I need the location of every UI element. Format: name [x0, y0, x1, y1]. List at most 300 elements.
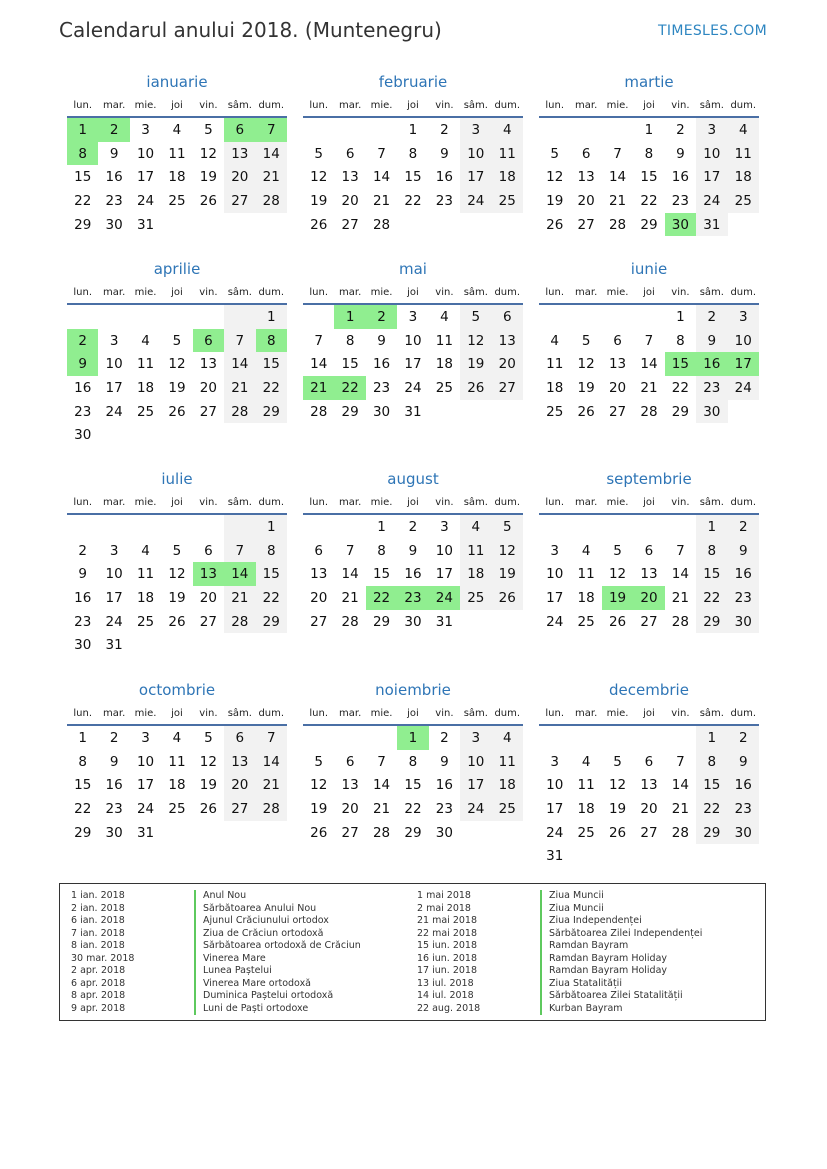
- holiday-name: Sărbătoarea Anului Nou: [194, 903, 316, 916]
- day-cell: 6: [492, 305, 523, 329]
- weekday-label: sâm.: [699, 99, 724, 111]
- holiday-date: 30 mar. 2018: [71, 952, 135, 964]
- day-cell: 7: [224, 329, 255, 353]
- day-cell: 27: [640, 824, 658, 841]
- day-cell: 7: [377, 753, 386, 770]
- day-cell: 5: [550, 145, 559, 162]
- day-cell: 2: [408, 518, 418, 535]
- day-cell: 23: [435, 192, 453, 209]
- day-cell: 17: [435, 566, 453, 583]
- day-cell: 24: [546, 613, 564, 630]
- holiday-day-cell: 6: [224, 118, 255, 142]
- empty-cell: [130, 515, 161, 539]
- day-cell: 29: [341, 403, 359, 420]
- day-cell: 12: [199, 753, 217, 770]
- day-cell: 13: [640, 777, 658, 794]
- holiday-day-cell: 20: [633, 586, 664, 610]
- legend-row: [71, 953, 361, 966]
- empty-cell: [602, 515, 633, 539]
- day-cell: 4: [460, 515, 491, 539]
- day-cell: 29: [696, 610, 727, 634]
- day-cell: 5: [613, 753, 622, 770]
- day-cell: 9: [676, 145, 685, 162]
- day-cell: 23: [105, 800, 123, 817]
- day-cell: 22: [404, 800, 422, 817]
- day-cell: 22: [404, 192, 422, 209]
- day-cell: 13: [224, 750, 255, 774]
- day-cell: 19: [168, 379, 186, 396]
- holiday-day-cell: 2: [67, 329, 98, 353]
- legend-row: [71, 978, 361, 991]
- weekday-label: mar.: [575, 99, 598, 111]
- legend-row: [71, 1003, 361, 1016]
- empty-cell: [633, 726, 664, 750]
- weekday-label: mar.: [575, 496, 598, 508]
- day-cell: 8: [676, 332, 685, 349]
- day-cell: 17: [696, 165, 727, 189]
- weekday-label: joi: [407, 286, 419, 298]
- empty-cell: [334, 515, 365, 539]
- day-cell: 26: [608, 613, 627, 630]
- month-name: iunie: [630, 260, 668, 278]
- month-ianuarie: [67, 72, 287, 236]
- day-cell: 17: [460, 773, 491, 797]
- day-cell: 24: [460, 797, 491, 821]
- weekday-label: joi: [407, 496, 419, 508]
- day-cell: 2: [78, 542, 87, 559]
- day-cell: 31: [404, 403, 422, 420]
- day-cell: 30: [105, 216, 123, 233]
- day-cell: 18: [460, 562, 491, 586]
- empty-cell: [633, 515, 664, 539]
- holiday-date: 8 ian. 2018: [71, 940, 125, 951]
- day-grid: [539, 305, 759, 423]
- day-cell: 29: [372, 613, 391, 630]
- empty-cell: [98, 305, 129, 329]
- weekday-label: joi: [643, 99, 655, 111]
- day-cell: 21: [671, 800, 689, 817]
- weekday-label: sâm.: [463, 99, 488, 111]
- day-cell: 5: [172, 542, 182, 559]
- weekday-label: mie.: [370, 99, 393, 111]
- day-cell: 8: [696, 750, 727, 774]
- empty-cell: [130, 305, 161, 329]
- weekday-label: vin.: [671, 286, 690, 298]
- day-cell: 17: [136, 169, 155, 186]
- day-cell: 9: [728, 539, 759, 563]
- day-cell: 9: [408, 542, 418, 559]
- day-cell: 24: [728, 376, 759, 400]
- day-cell: 1: [408, 121, 418, 138]
- day-cell: 6: [644, 542, 654, 559]
- day-cell: 28: [608, 216, 627, 233]
- day-cell: 11: [492, 142, 523, 166]
- day-cell: 25: [435, 379, 453, 396]
- day-cell: 6: [314, 542, 323, 559]
- day-cell: 18: [168, 169, 186, 186]
- legend-row: [417, 1003, 702, 1016]
- day-cell: 11: [168, 145, 186, 162]
- day-cell: 11: [460, 539, 491, 563]
- weekday-label: mie.: [134, 286, 157, 298]
- weekday-label: dum.: [494, 99, 521, 111]
- day-cell: 22: [696, 586, 727, 610]
- day-cell: 12: [310, 777, 328, 794]
- day-cell: 19: [199, 777, 217, 794]
- weekday-label: dum.: [730, 707, 757, 719]
- holiday-day-cell: 8: [67, 142, 98, 166]
- day-cell: 18: [136, 379, 155, 396]
- day-cell: 15: [256, 562, 287, 586]
- day-cell: 9: [728, 750, 759, 774]
- day-cell: 8: [408, 753, 418, 770]
- day-cell: 13: [341, 777, 359, 794]
- day-cell: 5: [204, 729, 213, 746]
- weekday-label: mar.: [575, 286, 598, 298]
- day-cell: 31: [546, 848, 564, 865]
- month-octombrie: [67, 680, 287, 844]
- holiday-date: 1 mai 2018: [417, 890, 471, 901]
- day-cell: 29: [671, 403, 689, 420]
- day-cell: 20: [199, 379, 217, 396]
- day-cell: 16: [728, 562, 759, 586]
- day-cell: 23: [728, 797, 759, 821]
- day-cell: 31: [136, 824, 155, 841]
- day-cell: 2: [440, 729, 449, 746]
- day-cell: 15: [696, 562, 727, 586]
- day-cell: 25: [460, 586, 491, 610]
- month-name: aprilie: [153, 260, 201, 278]
- weekday-label: mie.: [606, 99, 629, 111]
- holiday-day-cell: 22: [366, 586, 397, 610]
- day-cell: 28: [224, 400, 255, 424]
- day-cell: 7: [314, 332, 323, 349]
- day-cell: 18: [492, 165, 523, 189]
- day-cell: 4: [172, 121, 182, 138]
- empty-cell: [67, 515, 98, 539]
- day-cell: 21: [671, 589, 689, 606]
- day-cell: 7: [676, 753, 685, 770]
- weekday-label: joi: [407, 707, 419, 719]
- day-cell: 28: [372, 824, 391, 841]
- day-cell: 10: [105, 356, 123, 373]
- day-cell: 4: [440, 308, 449, 325]
- day-cell: 3: [141, 121, 150, 138]
- weekday-label: lun.: [309, 496, 329, 508]
- day-cell: 18: [728, 165, 759, 189]
- day-cell: 8: [408, 145, 418, 162]
- holiday-name: Ramdan Bayram Holiday: [540, 953, 667, 966]
- holiday-day-cell: 15: [665, 352, 696, 376]
- weekday-header: [67, 281, 287, 305]
- holiday-day-cell: 22: [334, 376, 365, 400]
- day-cell: 6: [345, 145, 355, 162]
- day-cell: 1: [696, 726, 727, 750]
- day-cell: 12: [577, 356, 595, 373]
- holiday-date: 6 apr. 2018: [71, 977, 126, 989]
- day-cell: 28: [640, 403, 658, 420]
- day-cell: 13: [608, 356, 627, 373]
- day-cell: 12: [168, 356, 186, 373]
- day-cell: 9: [696, 329, 727, 353]
- empty-cell: [570, 726, 601, 750]
- month-name: ianuarie: [146, 73, 208, 91]
- day-cell: 23: [728, 586, 759, 610]
- day-cell: 6: [204, 542, 213, 559]
- weekday-label: vin.: [435, 286, 454, 298]
- day-cell: 28: [671, 613, 689, 630]
- month-name: august: [387, 470, 439, 488]
- empty-cell: [602, 726, 633, 750]
- day-cell: 18: [168, 777, 186, 794]
- day-cell: 6: [224, 726, 255, 750]
- day-cell: 8: [696, 539, 727, 563]
- day-cell: 2: [109, 729, 119, 746]
- day-cell: 19: [310, 192, 328, 209]
- weekday-label: joi: [171, 286, 183, 298]
- month-iunie: [539, 259, 759, 423]
- day-cell: 7: [345, 542, 355, 559]
- day-cell: 28: [256, 797, 287, 821]
- holiday-day-cell: 21: [303, 376, 334, 400]
- legend-row: [417, 990, 702, 1003]
- day-cell: 20: [577, 192, 595, 209]
- weekday-label: joi: [643, 286, 655, 298]
- brand-link[interactable]: TIMESLES.COM: [658, 23, 767, 39]
- empty-cell: [665, 515, 696, 539]
- weekday-label: mie.: [606, 286, 629, 298]
- day-cell: 2: [728, 726, 759, 750]
- weekday-label: sâm.: [227, 496, 252, 508]
- weekday-label: mie.: [370, 496, 393, 508]
- month-name: noiembrie: [375, 681, 451, 699]
- day-cell: 4: [728, 118, 759, 142]
- day-grid: [303, 305, 523, 423]
- day-cell: 10: [435, 542, 453, 559]
- day-cell: 27: [608, 403, 627, 420]
- day-cell: 18: [546, 379, 564, 396]
- holiday-date: 2 ian. 2018: [71, 902, 125, 914]
- day-cell: 1: [644, 121, 654, 138]
- day-cell: 16: [372, 356, 391, 373]
- day-cell: 1: [78, 729, 87, 746]
- holiday-day-cell: 24: [429, 586, 460, 610]
- day-cell: 11: [136, 356, 155, 373]
- weekday-label: lun.: [545, 286, 565, 298]
- weekday-label: mie.: [134, 99, 157, 111]
- weekday-label: vin.: [199, 286, 218, 298]
- day-cell: 26: [546, 216, 564, 233]
- day-cell: 6: [644, 753, 654, 770]
- holiday-name: Sărbătoarea Zilei Independenței: [540, 928, 702, 941]
- day-cell: 15: [74, 777, 92, 794]
- month-august: [303, 469, 523, 633]
- day-cell: 31: [136, 216, 155, 233]
- day-cell: 5: [314, 145, 323, 162]
- holiday-date: 1 ian. 2018: [71, 890, 125, 901]
- empty-cell: [602, 118, 633, 142]
- weekday-label: joi: [643, 496, 655, 508]
- weekday-header: [303, 702, 523, 726]
- day-cell: 5: [314, 753, 323, 770]
- holiday-date: 9 apr. 2018: [71, 1002, 126, 1014]
- weekday-label: dum.: [494, 707, 521, 719]
- day-cell: 30: [105, 824, 123, 841]
- empty-cell: [539, 726, 570, 750]
- day-cell: 23: [671, 192, 689, 209]
- day-cell: 16: [435, 169, 453, 186]
- empty-cell: [193, 515, 224, 539]
- day-cell: 21: [341, 589, 359, 606]
- day-cell: 10: [546, 777, 564, 794]
- weekday-label: vin.: [199, 496, 218, 508]
- day-cell: 24: [546, 824, 564, 841]
- weekday-label: mie.: [134, 707, 157, 719]
- day-cell: 9: [377, 332, 386, 349]
- day-cell: 11: [168, 753, 186, 770]
- weekday-label: joi: [171, 707, 183, 719]
- empty-cell: [366, 118, 397, 142]
- day-cell: 11: [546, 356, 564, 373]
- day-cell: 15: [74, 169, 92, 186]
- day-cell: 30: [696, 400, 727, 424]
- holiday-date: 7 ian. 2018: [71, 927, 125, 939]
- month-septembrie: [539, 469, 759, 633]
- holiday-date: 2 apr. 2018: [71, 965, 126, 976]
- day-cell: 26: [460, 376, 491, 400]
- weekday-label: lun.: [545, 496, 565, 508]
- day-cell: 15: [404, 777, 422, 794]
- day-cell: 22: [671, 379, 689, 396]
- day-cell: 27: [224, 797, 255, 821]
- day-cell: 25: [577, 824, 595, 841]
- weekday-label: mar.: [103, 286, 126, 298]
- day-cell: 29: [256, 610, 287, 634]
- month-name: martie: [624, 73, 674, 91]
- day-cell: 4: [172, 729, 182, 746]
- weekday-label: dum.: [494, 496, 521, 508]
- day-cell: 11: [577, 566, 595, 583]
- weekday-label: vin.: [671, 99, 690, 111]
- day-cell: 28: [256, 189, 287, 213]
- legend-row: [71, 903, 361, 916]
- day-cell: 23: [696, 376, 727, 400]
- day-cell: 20: [199, 589, 217, 606]
- day-cell: 3: [550, 542, 559, 559]
- day-cell: 28: [671, 824, 689, 841]
- day-cell: 27: [341, 824, 359, 841]
- day-cell: 20: [640, 800, 658, 817]
- day-cell: 12: [492, 539, 523, 563]
- empty-cell: [161, 515, 192, 539]
- weekday-label: dum.: [730, 286, 757, 298]
- day-cell: 14: [224, 352, 255, 376]
- day-cell: 4: [492, 726, 523, 750]
- day-cell: 28: [372, 216, 391, 233]
- day-cell: 2: [728, 515, 759, 539]
- day-cell: 22: [640, 192, 658, 209]
- day-cell: 14: [310, 356, 328, 373]
- weekday-header: [67, 94, 287, 118]
- weekday-label: dum.: [258, 99, 285, 111]
- day-cell: 19: [460, 352, 491, 376]
- empty-cell: [303, 118, 334, 142]
- day-cell: 14: [671, 566, 689, 583]
- day-cell: 26: [577, 403, 595, 420]
- day-cell: 19: [608, 800, 627, 817]
- weekday-label: lun.: [73, 99, 93, 111]
- weekday-label: sâm.: [463, 496, 488, 508]
- holiday-day-cell: 1: [397, 726, 428, 750]
- day-cell: 4: [141, 332, 150, 349]
- holiday-day-cell: 16: [696, 352, 727, 376]
- empty-cell: [67, 305, 98, 329]
- weekday-label: vin.: [199, 99, 218, 111]
- weekday-label: joi: [407, 99, 419, 111]
- day-cell: 5: [581, 332, 591, 349]
- legend-row: [417, 953, 702, 966]
- day-cell: 27: [199, 613, 217, 630]
- day-cell: 26: [199, 800, 217, 817]
- day-cell: 23: [74, 613, 92, 630]
- holiday-legend: [59, 883, 766, 1021]
- weekday-label: mar.: [575, 707, 598, 719]
- empty-cell: [224, 305, 255, 329]
- day-cell: 26: [168, 403, 186, 420]
- day-cell: 1: [676, 308, 685, 325]
- day-cell: 21: [224, 586, 255, 610]
- day-cell: 11: [577, 777, 595, 794]
- day-cell: 14: [608, 169, 627, 186]
- day-cell: 29: [696, 821, 727, 845]
- holiday-name: Anul Nou: [194, 890, 246, 903]
- weekday-label: sâm.: [227, 99, 252, 111]
- day-cell: 14: [671, 777, 689, 794]
- day-cell: 17: [546, 800, 564, 817]
- day-cell: 26: [608, 824, 627, 841]
- weekday-label: sâm.: [699, 496, 724, 508]
- holiday-day-cell: 14: [224, 562, 255, 586]
- day-cell: 5: [613, 542, 622, 559]
- day-cell: 3: [141, 729, 150, 746]
- holiday-name: Sărbătoarea ortodoxă de Crăciun: [194, 940, 361, 953]
- day-grid: [67, 515, 287, 657]
- empty-cell: [570, 118, 601, 142]
- holiday-name: Ziua de Crăciun ortodoxă: [194, 928, 323, 941]
- day-cell: 31: [696, 213, 727, 237]
- day-cell: 18: [435, 356, 453, 373]
- legend-row: [417, 890, 702, 903]
- weekday-label: vin.: [435, 496, 454, 508]
- day-cell: 11: [435, 332, 453, 349]
- day-cell: 22: [696, 797, 727, 821]
- legend-row: [417, 903, 702, 916]
- day-cell: 25: [728, 189, 759, 213]
- day-cell: 29: [74, 824, 92, 841]
- day-cell: 25: [168, 800, 186, 817]
- empty-cell: [98, 515, 129, 539]
- day-cell: 2: [676, 121, 685, 138]
- day-cell: 7: [224, 539, 255, 563]
- legend-row: [417, 928, 702, 941]
- day-cell: 3: [728, 305, 759, 329]
- day-cell: 25: [168, 192, 186, 209]
- weekday-label: mar.: [339, 286, 362, 298]
- day-cell: 8: [644, 145, 654, 162]
- weekday-label: lun.: [309, 707, 329, 719]
- empty-cell: [193, 305, 224, 329]
- weekday-label: mie.: [134, 496, 157, 508]
